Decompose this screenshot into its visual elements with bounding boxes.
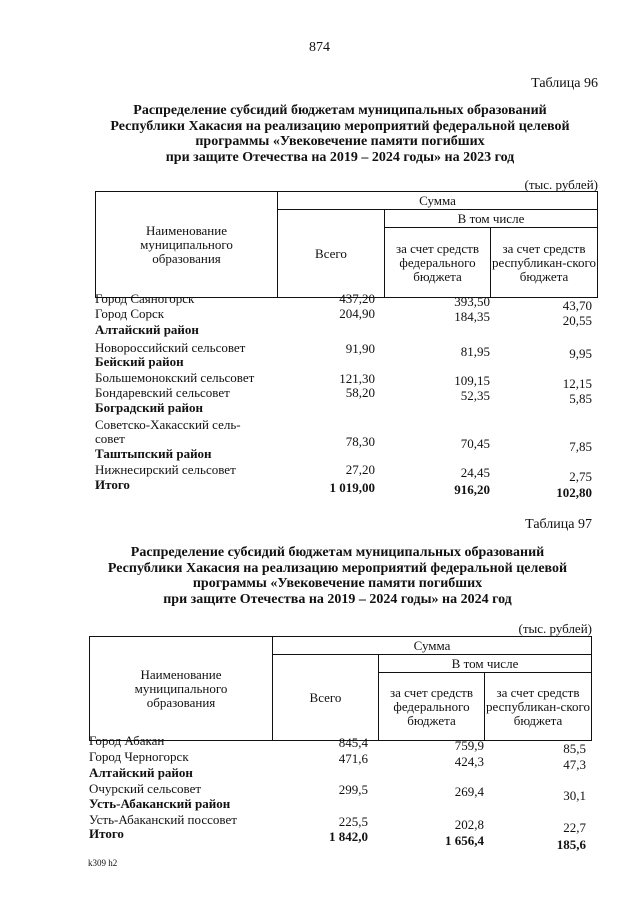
header-sum: Сумма bbox=[413, 637, 451, 653]
row-republic: 2,75 bbox=[569, 469, 592, 484]
row-republic: 185,6 bbox=[556, 837, 586, 852]
row-federal: 70,45 bbox=[460, 436, 490, 451]
row-name: Алтайский район bbox=[95, 322, 199, 337]
row-name: Алтайский район bbox=[89, 765, 193, 780]
row-name: Город Саяногорск bbox=[95, 291, 195, 306]
header-federal: за счет средств федерального бюджета bbox=[390, 684, 473, 728]
row-total: 27,20 bbox=[345, 462, 375, 477]
row-republic: 102,80 bbox=[556, 485, 592, 500]
row-federal: 269,4 bbox=[454, 784, 484, 799]
table-title-line: программы «Увековечение памяти погибших bbox=[192, 576, 483, 591]
table-title-line: при защите Отечества на 2019 – 2024 годы» на 2024 год bbox=[163, 591, 512, 607]
table-header-97 bbox=[89, 636, 592, 741]
row-total: 78,30 bbox=[345, 434, 375, 449]
row-name: Большемонокский сельсовет bbox=[95, 370, 255, 385]
table-title-line: при защите Отечества на 2019 – 2024 годы» на 2023 год bbox=[165, 149, 515, 165]
row-federal: 184,35 bbox=[454, 309, 490, 324]
row-republic: 7,85 bbox=[569, 439, 592, 454]
row-federal: 52,35 bbox=[460, 388, 490, 403]
row-total: 225,5 bbox=[338, 814, 368, 829]
table-title-line: Распределение субсидий бюджетам муниципальных образований bbox=[133, 103, 547, 118]
table-header-96 bbox=[95, 191, 598, 298]
row-name: Бейский район bbox=[95, 354, 184, 369]
table-title-96 bbox=[60, 103, 620, 165]
row-name: Нижнесирский сельсовет bbox=[95, 462, 236, 477]
header-including: В том числе bbox=[457, 210, 525, 226]
row-name: Город Абакан bbox=[89, 733, 165, 748]
row-federal: 393,50 bbox=[454, 294, 490, 309]
row-federal: 202,8 bbox=[454, 817, 484, 832]
row-name: Итого bbox=[95, 477, 130, 492]
unit-label-96: (тыс. рублей) bbox=[524, 177, 598, 192]
row-republic: 47,3 bbox=[563, 757, 586, 772]
footer-code: k309 h2 bbox=[88, 858, 118, 868]
row-total: 299,5 bbox=[338, 782, 368, 797]
header-including: В том числе bbox=[451, 655, 519, 671]
row-total: 1 842,0 bbox=[329, 829, 368, 844]
row-name: совет bbox=[95, 431, 125, 446]
row-federal: 916,20 bbox=[454, 482, 490, 497]
header-name: Наименование муниципального образования bbox=[140, 222, 233, 266]
row-federal: 1 656,4 bbox=[445, 833, 484, 848]
row-name: Бондаревский сельсовет bbox=[95, 385, 230, 400]
row-federal: 81,95 bbox=[460, 344, 490, 359]
row-republic: 5,85 bbox=[569, 391, 592, 406]
table-title-97 bbox=[60, 545, 615, 607]
row-republic: 9,95 bbox=[569, 346, 592, 361]
row-name: Очурский сельсовет bbox=[89, 781, 202, 796]
table-caption-97: Таблица 97 bbox=[525, 517, 592, 532]
header-republic: за счет средств республикан-ского бюджета bbox=[492, 240, 596, 284]
header-republic: за счет средств республикан-ского бюджета bbox=[486, 684, 590, 728]
row-name: Таштыпский район bbox=[95, 446, 212, 461]
row-name: Усть-Абаканский поссовет bbox=[89, 812, 237, 827]
header-total: Всего bbox=[315, 245, 347, 261]
row-federal: 24,45 bbox=[460, 465, 490, 480]
row-total: 1 019,00 bbox=[329, 480, 375, 495]
table-title-line: Республики Хакасия на реализацию мероприятий федеральной целевой bbox=[107, 560, 568, 576]
header-sum: Сумма bbox=[419, 192, 456, 208]
row-total: 58,20 bbox=[345, 385, 375, 400]
row-name: Усть-Абаканский район bbox=[89, 796, 231, 811]
table-title-line: программы «Увековечение памяти погибших bbox=[195, 134, 485, 149]
row-republic: 22,7 bbox=[563, 820, 586, 835]
row-name: Город Сорск bbox=[95, 306, 165, 321]
header-federal: за счет средств федерального бюджета bbox=[396, 240, 479, 284]
row-federal: 424,3 bbox=[454, 754, 484, 769]
row-total: 204,90 bbox=[339, 306, 375, 321]
row-total: 121,30 bbox=[339, 371, 375, 386]
row-total: 845,4 bbox=[338, 735, 368, 750]
header-name: Наименование муниципального образования bbox=[134, 666, 228, 710]
row-name: Боградский район bbox=[95, 400, 204, 415]
header-total: Всего bbox=[309, 689, 342, 705]
row-federal: 759,9 bbox=[454, 738, 484, 753]
row-name: Советско-Хакасский сель- bbox=[95, 417, 241, 432]
row-total: 437,20 bbox=[339, 291, 375, 306]
table-caption-96: Таблица 96 bbox=[531, 76, 598, 91]
row-federal: 109,15 bbox=[454, 373, 490, 388]
row-total: 91,90 bbox=[345, 341, 375, 356]
row-republic: 43,70 bbox=[562, 298, 592, 313]
row-republic: 30,1 bbox=[563, 788, 586, 803]
table-title-line: Распределение субсидий бюджетам муниципальных образований bbox=[130, 545, 545, 560]
row-republic: 20,55 bbox=[562, 313, 592, 328]
table-title-line: Республики Хакасия на реализацию мероприятий федеральной целевой bbox=[110, 118, 570, 134]
row-name: Новороссийский сельсовет bbox=[95, 340, 246, 355]
page-number: 874 bbox=[309, 40, 330, 55]
row-republic: 12,15 bbox=[562, 376, 592, 391]
row-republic: 85,5 bbox=[563, 741, 586, 756]
unit-label-97: (тыс. рублей) bbox=[518, 621, 592, 636]
row-name: Итого bbox=[89, 826, 124, 841]
row-name: Город Черногорск bbox=[89, 749, 189, 764]
row-total: 471,6 bbox=[338, 751, 368, 766]
